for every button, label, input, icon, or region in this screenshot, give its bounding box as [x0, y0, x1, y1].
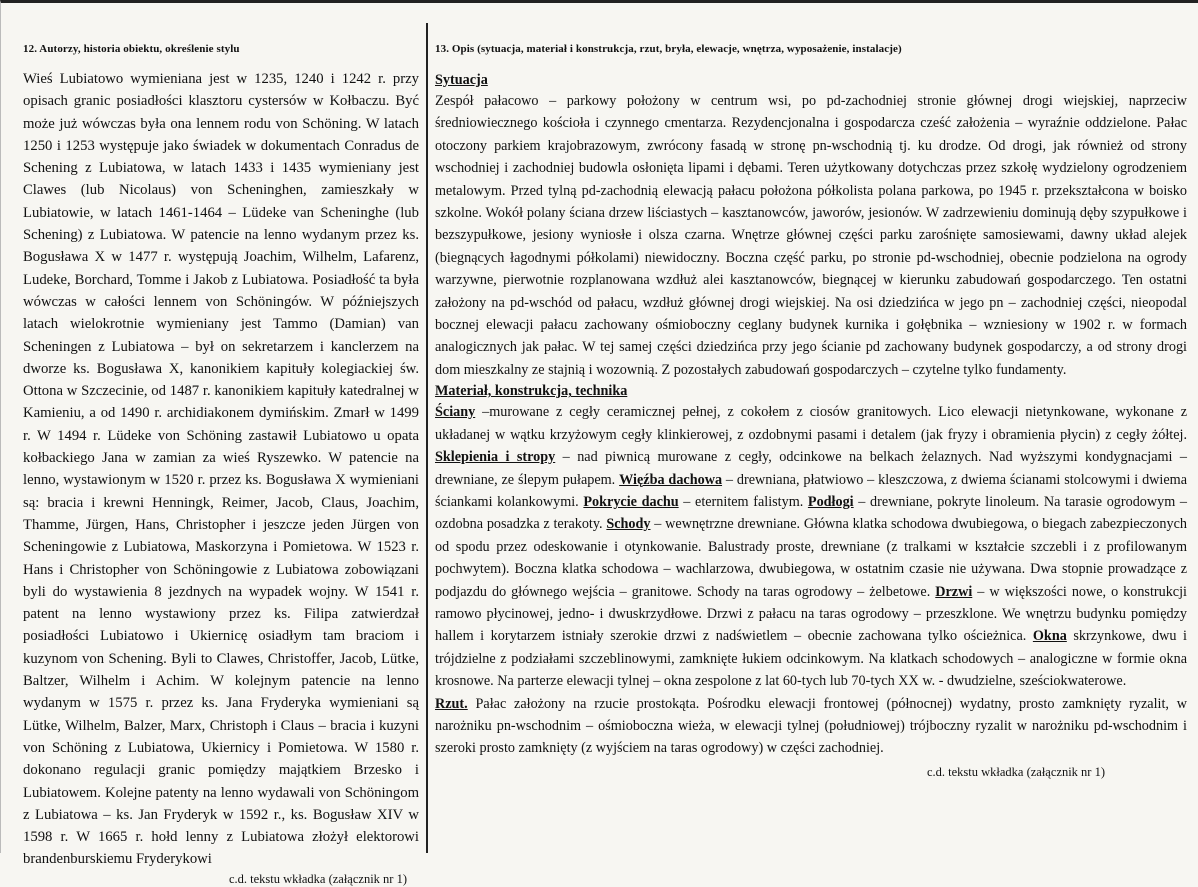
- section-13-header: 13. Opis (sytuacja, materiał i konstrukcja, rzut, bryła, elewacje, wnętrza, wyposażenie, instalacje): [435, 43, 902, 55]
- sciany-label: Ściany: [435, 404, 476, 421]
- continuation-note-right: c.d. tekstu wkładka (załącznik nr 1): [926, 764, 1105, 779]
- section-13: [435, 43, 1187, 780]
- sytuacja-heading: Sytuacja: [435, 72, 488, 88]
- section-12: [23, 43, 419, 887]
- sciany-text: –murowane z cegły ceramicznej pełnej, z cokołem z ciosów granitowych. Lico elewacji nietynkowane, wykonane z układanej w wątku krzyżowym cegły klinkierowej, z ozdobnymi pasami i detalem (jak fryzy i obramienia płycin) z cegły żółtej.: [435, 404, 1187, 443]
- sklepienia-text: – nad piwnicą murowane z cegły, odcinkowe na belkach żelaznych. Nad wyższymi kondygnacjami – drewniane, ze ślepym pułapem.: [435, 449, 1188, 488]
- rzut-label: Rzut.: [435, 695, 468, 712]
- drzwi-label: Drzwi: [935, 583, 973, 600]
- material-heading: Materiał, konstrukcja, technika: [435, 383, 628, 400]
- history-text: Wieś Lubiatowo wymieniana jest w 1235, 1240 i 1242 r. przy opisach granic posiadłości klasztoru cystersów w Kołbaczu. Być może już wówczas była ona lennem rodu von Schöning. W latach 1250 i 1253 występuje jako świadek w dokumentach Conradus de Schening z Lubiatowa, w latach 1433 i 1435 wymieniany jest Clawes (lub Nicolaus) von Scheninghen, zamieszkały w Lubiatowie, w latach 1461-1464 – Lüdeke van Scheninghe (lub Schening) z Lubiatowa. W patencie na lenno wydanym przez ks. Bogusława X w 1477 r. występują Joachim, Wilhelm, Lafarenz, Ludeke, Borchard, Tomme i Jakob z Lubiatowa. Posiadłość ta była wówczas w całości lennem von Schöningów. W późniejszych latach wielokrotnie wymieniany jest Tammo (Damian) van Scheningen z Lubiatowa – był on sekretarzem i kanclerzem na dworze ks. Bogusława X, kanonikiem kapituły kolegiackiej św. Ottona w Szczecinie, od 1487 r. kanonikiem kapituły katedralnej w Kamieniu, a od 1490 r. archidiakonem dymińskim. Zmarł w 1499 r. W 1494 r. Lüdeke von Schöning zastawił Lubiatowo u opata kołbackiego Jana w zamian za wieś Ryszewko. W patencie na lenno, wystawionym w 1520 r. przez ks. Bogusława X wymieniani są: bracia i krewni Henningk, Reimer, Jacob, Claus, Joachim, Thamme, Jürgen, Hans, Christopher i jeszcze jeden Jürgen von Scheningowie z Lubiatowa, Maskorzyna i Pomietowa. W 1523 r. Hans i Christopher von Schöningowie z Lubiatowa zobowiązani byli do wystawienia 8 jezdnych na wypadek wojny. W 1541 r. patent na lenno wystawiony przez ks. Filipa zatwierdzał posiadłości Lubiatowo i Ukiernicę osiadłym tam braciom i kuzynom von Schening. Byli to Clawes, Christoffer, Jacob, Lütke, Baltzer, Wilhelm i Achim. W kolejnym patencie na lenno wydanym w 1575 r. przez ks. Jana Fryderyka wymieniani są Lütke, Wilhelm, Balzer, Marx, Christoph i Claus – bracia i kuzyni von Schöning z Lubiatowa, Ukiernicy i Pomietowa. W 1580 r. dokonano regulacji granic pomiędzy majątkiem Brzesko i Lubiatowem. Kolejne patenty na lenno wydawali von Schöningom z Lubiatowa – ks. Jan Fryderyk w 1592 r., ks. Bogusław XIV w 1598 r. W 1665 r. hołd lenny z Lubiatowa złożył elektorowi brandenburskiemu Fryderykowi: [23, 71, 419, 868]
- okna-label: Okna: [1032, 628, 1067, 645]
- section-12-header: 12. Autorzy, historia obiektu, określenie stylu: [23, 43, 240, 55]
- material-text: [435, 401, 1187, 692]
- drzwi-text: – w większości nowe, o konstrukcji ramowo płycinowej, jedno- i dwuskrzydłowe. Drzwi z pałacu na taras ogrodowy – przeszklone. We wnętrzu budynku pomiędzy hallem i korytarzem istniały szerokie drzwi z nadświetlem – obecnie zachowana tylko ościeżnica.: [435, 583, 1187, 645]
- wiezba-text: – drewniana, płatwiowo – kleszczowa, z dwiema ścianami stolcowymi i dwiema ściankami kolankowymi.: [435, 471, 1187, 510]
- podlogi-text: – drewniane, pokryte linoleum. Na tarasie ogrodowym – ozdobna posadzka z terakoty.: [435, 493, 1187, 533]
- rzut-body: Pałac założony na rzucie prostokąta. Pośrodku elewacji frontowej (północnej) wydatny, prosto zamknięty ryzalit, w narożniku pn-wschodnim – ośmioboczna wieża, w elewacji tylnej (południowej) trójboczny ryzalit w narożniku pd-wschodnim i szeroki prosto zamknięty (z wyjściem na taras ogrodowy) w części zachodniej.: [435, 695, 1187, 757]
- sytuacja-text: Zespół pałacowo – parkowy położony w centrum wsi, po pd-zachodniej stronie głównej drogi wiejskiej, naprzeciw średniowiecznego kościoła i czynnego cmentarza. Rezydencjonalna i gospodarcza cześć założenia – wyraźnie oddzielone. Pałac otoczony parkiem krajobrazowym, zwrócony fasadą w stronę pn-wschodnią tj. ku drodze. Od drogi, jak również od strony wschodniej i zachodniej budowla osłonięta lipami i dębami. Teren użytkowany dotychczas przez szkołę wydzielony ogrodzeniem metalowym. Przed tylną pd-zachodnią elewacją pałacu położona półkolista polana parkowa, po 1945 r. przekształcona w boisko szkolne. Wokół polany ściana drzew liściastych – kasztanowców, jaworów, jesionów. W zadrzewieniu dominują dęby szypułkowe i bezszypułkowe, jesiony wyniosłe i olsza czarna. Wnętrze głównej części parku zarośnięte samosiewami, dawny układ alejek (biegnących łagodnymi półkolami) niewidoczny. Boczna część parku, po stronie pd-wschodniej, obecnie podzielona na ogrody warzywne, pierwotnie rozplanowana wzdłuż alei kasztanowców, biegnącej w kierunku zabudowań gospodarczego. Ten ostatni założony na pd-wschód od pałacu, wzdłuż głównej drogi wiejskiej. Na osi dziedzińca w jego pn – zachodniej części, nieopodal bocznej elewacji pałacu zachowany ośmioboczny ceglany budynek kurnika i gołębnika – wzniesiony w 1902 r. w formach analogicznych jak pałac. W tej samej części dziedzińca przy jego ścianie pd zachowany budynek gospodarczy, a od strony drogi dom mieszkalny ze stajnią i wozownią. Z pozostałych zabudowań gospodarczych – czytelne tylko fundamenty.: [435, 93, 1187, 378]
- pokrycie-text: – eternitem falistym.: [678, 493, 808, 510]
- okna-text: skrzynkowe, dwu i trójdzielne z podziałami szczeblinowymi, zamknięte łukiem odcinkowym. Na klatkach schodowych – analogiczne w formie okna krosnowe. Na parterze elewacji tylnej – okna zespolone z lat 60-tych lub 70-tych XX w. - dwudzielne, sześciokwaterowe.: [435, 628, 1187, 690]
- schody-text: – wewnętrzne drewniane. Główna klatka schodowa dwubiegowa, o biegach zabezpieczonych od spodu przez odeskowanie i otynkowanie. Balustrady proste, drewniane (z tralkami w kształcie szczebli i z profilowanym pochwytem). Boczna klatka schodowa – wachlarzowa, dwubiegowa, w ostatnim czasie nie używana. Dwa stopnie prowadzące z podjazdu do głównego wejścia – granitowe. Schody na taras ogrodowy – żelbetowe.: [435, 516, 1187, 600]
- continuation-note-left: c.d. tekstu wkładka (załącznik nr 1): [228, 871, 407, 886]
- column-divider: [426, 23, 428, 853]
- rzut-text: [435, 693, 1187, 760]
- pokrycie-label: Pokrycie dachu: [583, 493, 679, 510]
- podlogi-label: Podłogi: [807, 493, 854, 510]
- wiezba-label: Więźba dachowa: [619, 471, 723, 488]
- schody-label: Schody: [606, 516, 651, 533]
- sklepienia-label: Sklepienia i stropy: [435, 449, 556, 466]
